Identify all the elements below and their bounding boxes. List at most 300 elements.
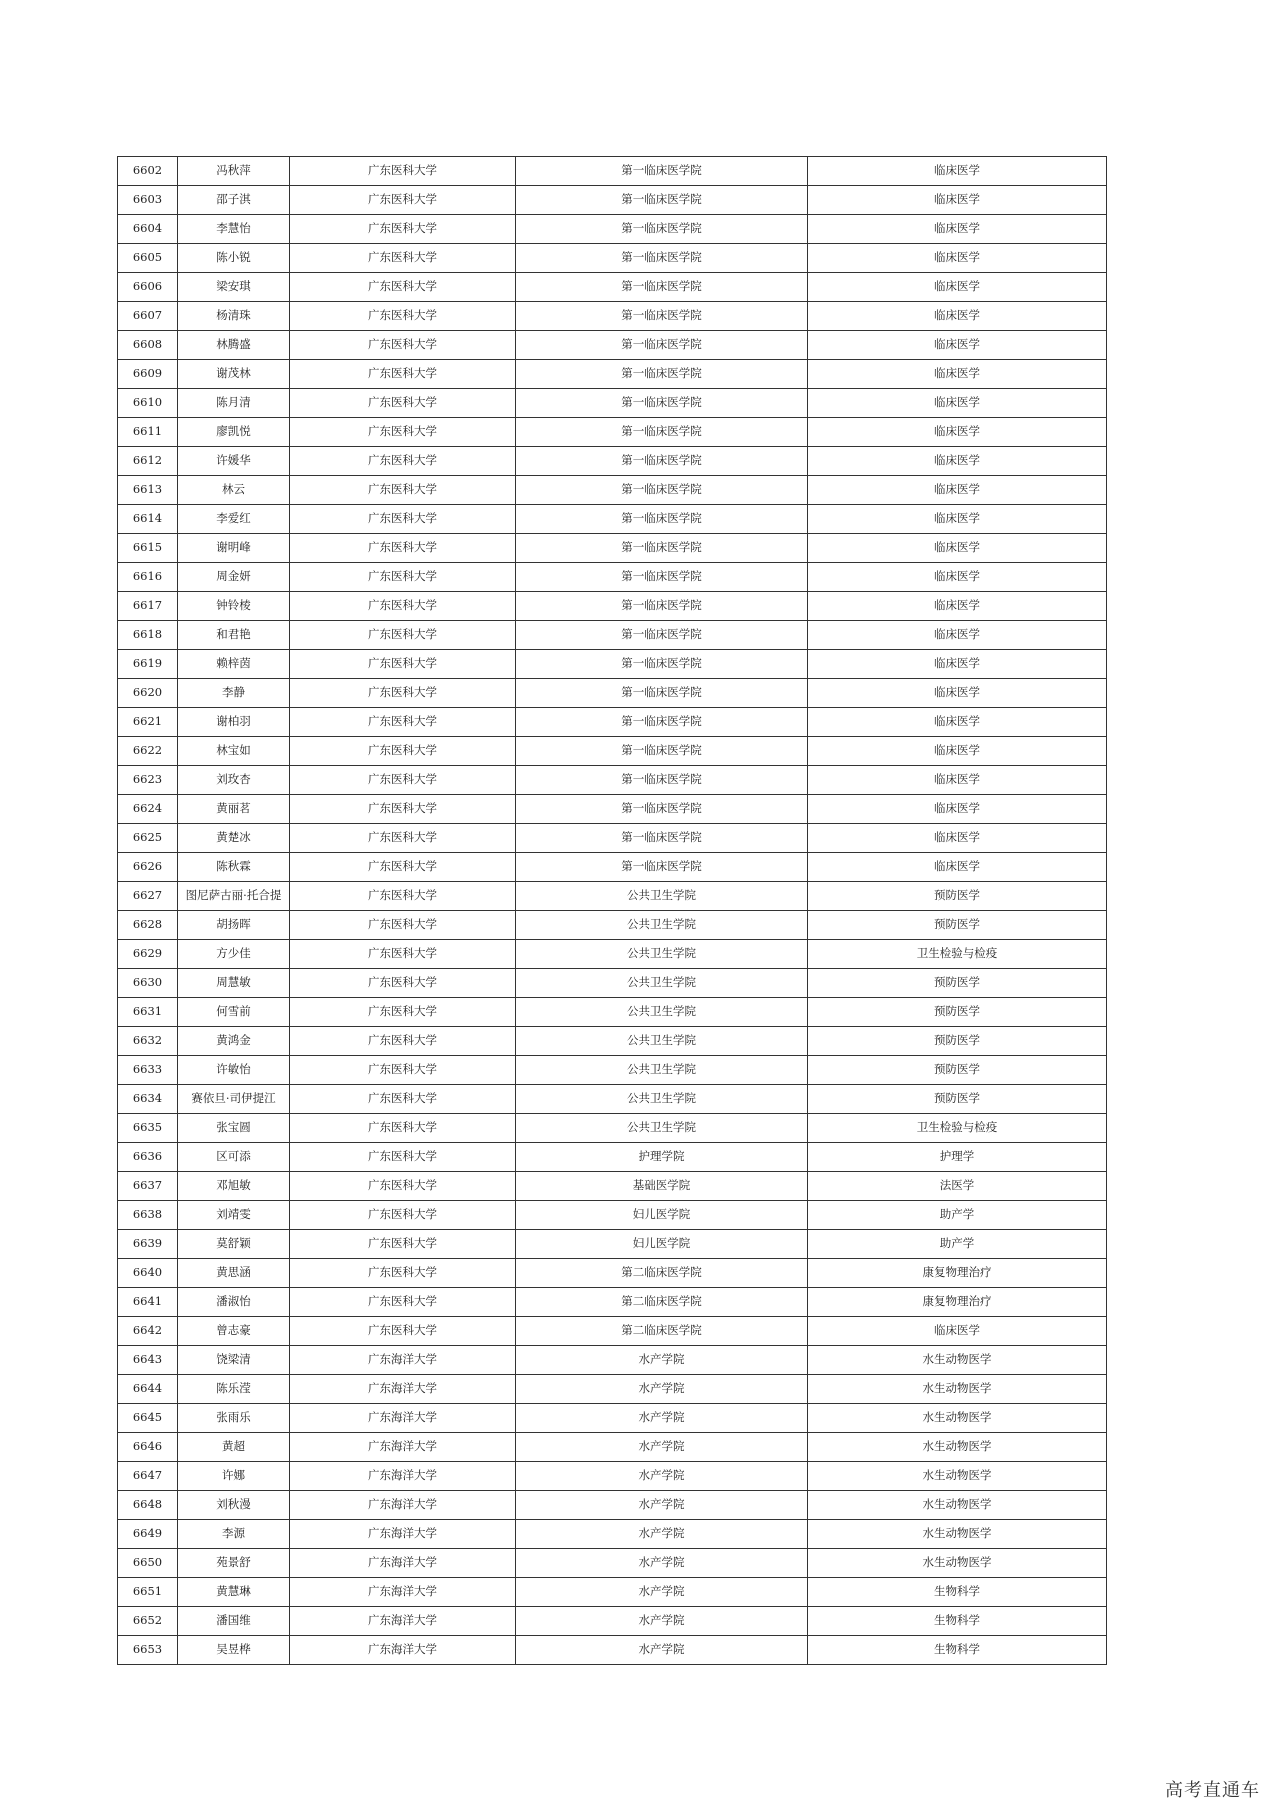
cell-major: 临床医学 — [808, 737, 1107, 766]
cell-college: 妇儿医学院 — [516, 1201, 808, 1230]
cell-university: 广东医科大学 — [290, 911, 516, 940]
table-row — [118, 447, 1107, 476]
cell-college: 第一临床医学院 — [516, 273, 808, 302]
cell-row-number: 6611 — [118, 418, 178, 447]
cell-college: 水产学院 — [516, 1491, 808, 1520]
cell-university: 广东医科大学 — [290, 215, 516, 244]
cell-student-name: 林云 — [178, 476, 290, 505]
cell-major: 临床医学 — [808, 186, 1107, 215]
cell-college: 妇儿医学院 — [516, 1230, 808, 1259]
cell-student-name: 潘国维 — [178, 1607, 290, 1636]
cell-university: 广东医科大学 — [290, 1027, 516, 1056]
cell-major: 临床医学 — [808, 418, 1107, 447]
table-row — [118, 1520, 1107, 1549]
cell-university: 广东海洋大学 — [290, 1636, 516, 1665]
cell-major: 临床医学 — [808, 360, 1107, 389]
cell-university: 广东医科大学 — [290, 505, 516, 534]
cell-major: 临床医学 — [808, 679, 1107, 708]
cell-row-number: 6619 — [118, 650, 178, 679]
cell-college: 公共卫生学院 — [516, 1114, 808, 1143]
cell-college: 公共卫生学院 — [516, 998, 808, 1027]
cell-student-name: 刘靖雯 — [178, 1201, 290, 1230]
table-row — [118, 505, 1107, 534]
cell-university: 广东医科大学 — [290, 679, 516, 708]
cell-college: 第一临床医学院 — [516, 853, 808, 882]
cell-student-name: 谢柏羽 — [178, 708, 290, 737]
cell-university: 广东医科大学 — [290, 1259, 516, 1288]
cell-student-name: 谢明峰 — [178, 534, 290, 563]
cell-student-name: 陈小锐 — [178, 244, 290, 273]
table-row — [118, 476, 1107, 505]
table-row — [118, 679, 1107, 708]
cell-university: 广东海洋大学 — [290, 1607, 516, 1636]
cell-major: 生物科学 — [808, 1607, 1107, 1636]
cell-row-number: 6625 — [118, 824, 178, 853]
cell-major: 生物科学 — [808, 1578, 1107, 1607]
cell-row-number: 6620 — [118, 679, 178, 708]
cell-student-name: 谢茂林 — [178, 360, 290, 389]
cell-student-name: 李爱红 — [178, 505, 290, 534]
table-row — [118, 1404, 1107, 1433]
cell-university: 广东海洋大学 — [290, 1578, 516, 1607]
cell-row-number: 6629 — [118, 940, 178, 969]
cell-student-name: 黄超 — [178, 1433, 290, 1462]
cell-student-name: 冯秋萍 — [178, 157, 290, 186]
cell-university: 广东医科大学 — [290, 331, 516, 360]
cell-student-name: 邵子淇 — [178, 186, 290, 215]
cell-college: 第一临床医学院 — [516, 157, 808, 186]
cell-college: 水产学院 — [516, 1607, 808, 1636]
table-body — [118, 157, 1107, 1665]
cell-major: 临床医学 — [808, 302, 1107, 331]
cell-college: 第一临床医学院 — [516, 331, 808, 360]
table-row — [118, 273, 1107, 302]
table-row — [118, 882, 1107, 911]
table-row — [118, 302, 1107, 331]
cell-row-number: 6613 — [118, 476, 178, 505]
cell-row-number: 6606 — [118, 273, 178, 302]
cell-major: 临床医学 — [808, 708, 1107, 737]
cell-college: 第一临床医学院 — [516, 621, 808, 650]
table-row — [118, 940, 1107, 969]
cell-college: 第一临床医学院 — [516, 302, 808, 331]
cell-university: 广东海洋大学 — [290, 1549, 516, 1578]
cell-row-number: 6635 — [118, 1114, 178, 1143]
cell-student-name: 林腾盛 — [178, 331, 290, 360]
cell-university: 广东医科大学 — [290, 1085, 516, 1114]
cell-university: 广东医科大学 — [290, 1201, 516, 1230]
cell-university: 广东医科大学 — [290, 1114, 516, 1143]
cell-university: 广东海洋大学 — [290, 1404, 516, 1433]
cell-major: 康复物理治疗 — [808, 1288, 1107, 1317]
cell-student-name: 黄慧琳 — [178, 1578, 290, 1607]
cell-student-name: 刘玫杏 — [178, 766, 290, 795]
cell-university: 广东医科大学 — [290, 157, 516, 186]
cell-college: 水产学院 — [516, 1549, 808, 1578]
cell-row-number: 6650 — [118, 1549, 178, 1578]
cell-major: 临床医学 — [808, 592, 1107, 621]
cell-university: 广东医科大学 — [290, 853, 516, 882]
cell-university: 广东海洋大学 — [290, 1520, 516, 1549]
cell-major: 临床医学 — [808, 157, 1107, 186]
cell-college: 第一临床医学院 — [516, 186, 808, 215]
table-row — [118, 1085, 1107, 1114]
cell-major: 康复物理治疗 — [808, 1259, 1107, 1288]
cell-college: 第一临床医学院 — [516, 244, 808, 273]
table-row — [118, 1491, 1107, 1520]
cell-major: 临床医学 — [808, 476, 1107, 505]
cell-major: 临床医学 — [808, 1317, 1107, 1346]
cell-student-name: 图尼萨古丽·托合提 — [178, 882, 290, 911]
cell-row-number: 6637 — [118, 1172, 178, 1201]
cell-student-name: 苑景舒 — [178, 1549, 290, 1578]
cell-major: 临床医学 — [808, 795, 1107, 824]
cell-university: 广东医科大学 — [290, 650, 516, 679]
cell-college: 护理学院 — [516, 1143, 808, 1172]
table-row — [118, 389, 1107, 418]
cell-student-name: 周金妍 — [178, 563, 290, 592]
cell-university: 广东医科大学 — [290, 1143, 516, 1172]
cell-university: 广东医科大学 — [290, 998, 516, 1027]
cell-major: 临床医学 — [808, 389, 1107, 418]
table-row — [118, 534, 1107, 563]
cell-row-number: 6627 — [118, 882, 178, 911]
cell-row-number: 6643 — [118, 1346, 178, 1375]
cell-university: 广东医科大学 — [290, 940, 516, 969]
cell-student-name: 李慧怡 — [178, 215, 290, 244]
cell-row-number: 6652 — [118, 1607, 178, 1636]
cell-row-number: 6645 — [118, 1404, 178, 1433]
table-row — [118, 824, 1107, 853]
cell-college: 第二临床医学院 — [516, 1317, 808, 1346]
cell-major: 水生动物医学 — [808, 1346, 1107, 1375]
cell-row-number: 6626 — [118, 853, 178, 882]
cell-college: 第一临床医学院 — [516, 737, 808, 766]
cell-row-number: 6636 — [118, 1143, 178, 1172]
table-row — [118, 1172, 1107, 1201]
table-row — [118, 1317, 1107, 1346]
cell-major: 预防医学 — [808, 1027, 1107, 1056]
cell-college: 公共卫生学院 — [516, 882, 808, 911]
cell-student-name: 曾志豪 — [178, 1317, 290, 1346]
cell-college: 第一临床医学院 — [516, 534, 808, 563]
cell-university: 广东医科大学 — [290, 1056, 516, 1085]
cell-major: 临床医学 — [808, 563, 1107, 592]
cell-college: 水产学院 — [516, 1404, 808, 1433]
cell-college: 第一临床医学院 — [516, 447, 808, 476]
cell-college: 第一临床医学院 — [516, 708, 808, 737]
cell-major: 临床医学 — [808, 244, 1107, 273]
cell-student-name: 陈秋霖 — [178, 853, 290, 882]
cell-row-number: 6616 — [118, 563, 178, 592]
cell-major: 临床医学 — [808, 534, 1107, 563]
cell-row-number: 6634 — [118, 1085, 178, 1114]
cell-university: 广东医科大学 — [290, 737, 516, 766]
cell-row-number: 6610 — [118, 389, 178, 418]
table-row — [118, 1056, 1107, 1085]
cell-university: 广东医科大学 — [290, 273, 516, 302]
table-row — [118, 1433, 1107, 1462]
cell-college: 第一临床医学院 — [516, 592, 808, 621]
cell-student-name: 邓旭敏 — [178, 1172, 290, 1201]
cell-university: 广东医科大学 — [290, 766, 516, 795]
cell-major: 预防医学 — [808, 969, 1107, 998]
cell-university: 广东海洋大学 — [290, 1491, 516, 1520]
cell-major: 助产学 — [808, 1201, 1107, 1230]
table-row — [118, 592, 1107, 621]
cell-row-number: 6640 — [118, 1259, 178, 1288]
cell-college: 第一临床医学院 — [516, 766, 808, 795]
cell-major: 临床医学 — [808, 215, 1107, 244]
cell-university: 广东医科大学 — [290, 360, 516, 389]
cell-college: 第一临床医学院 — [516, 563, 808, 592]
cell-student-name: 周慧敏 — [178, 969, 290, 998]
cell-student-name: 潘淑怡 — [178, 1288, 290, 1317]
cell-major: 预防医学 — [808, 1056, 1107, 1085]
cell-student-name: 张宝圆 — [178, 1114, 290, 1143]
cell-college: 第一临床医学院 — [516, 505, 808, 534]
cell-student-name: 李源 — [178, 1520, 290, 1549]
table-row — [118, 1259, 1107, 1288]
cell-student-name: 梁安琪 — [178, 273, 290, 302]
cell-university: 广东医科大学 — [290, 418, 516, 447]
cell-row-number: 6605 — [118, 244, 178, 273]
table-row — [118, 1607, 1107, 1636]
cell-row-number: 6614 — [118, 505, 178, 534]
table-row — [118, 157, 1107, 186]
cell-university: 广东医科大学 — [290, 882, 516, 911]
cell-college: 水产学院 — [516, 1346, 808, 1375]
table-row — [118, 1201, 1107, 1230]
cell-major: 法医学 — [808, 1172, 1107, 1201]
cell-student-name: 饶梁清 — [178, 1346, 290, 1375]
cell-university: 广东医科大学 — [290, 592, 516, 621]
cell-row-number: 6612 — [118, 447, 178, 476]
cell-row-number: 6623 — [118, 766, 178, 795]
table-row — [118, 1346, 1107, 1375]
cell-major: 预防医学 — [808, 911, 1107, 940]
cell-student-name: 许媛华 — [178, 447, 290, 476]
table-row — [118, 1578, 1107, 1607]
cell-college: 水产学院 — [516, 1462, 808, 1491]
cell-row-number: 6644 — [118, 1375, 178, 1404]
table-row — [118, 215, 1107, 244]
cell-college: 第一临床医学院 — [516, 215, 808, 244]
cell-row-number: 6603 — [118, 186, 178, 215]
cell-university: 广东医科大学 — [290, 1317, 516, 1346]
cell-row-number: 6621 — [118, 708, 178, 737]
cell-university: 广东医科大学 — [290, 1172, 516, 1201]
cell-row-number: 6633 — [118, 1056, 178, 1085]
cell-major: 水生动物医学 — [808, 1404, 1107, 1433]
table-row — [118, 1027, 1107, 1056]
cell-university: 广东海洋大学 — [290, 1375, 516, 1404]
cell-row-number: 6648 — [118, 1491, 178, 1520]
cell-row-number: 6628 — [118, 911, 178, 940]
cell-major: 预防医学 — [808, 882, 1107, 911]
cell-major: 护理学 — [808, 1143, 1107, 1172]
table-row — [118, 186, 1107, 215]
cell-row-number: 6624 — [118, 795, 178, 824]
cell-major: 水生动物医学 — [808, 1491, 1107, 1520]
cell-major: 临床医学 — [808, 273, 1107, 302]
cell-student-name: 区可添 — [178, 1143, 290, 1172]
cell-major: 生物科学 — [808, 1636, 1107, 1665]
cell-student-name: 黄楚冰 — [178, 824, 290, 853]
table-row — [118, 737, 1107, 766]
cell-row-number: 6641 — [118, 1288, 178, 1317]
cell-student-name: 许娜 — [178, 1462, 290, 1491]
cell-major: 临床医学 — [808, 331, 1107, 360]
cell-college: 第一临床医学院 — [516, 389, 808, 418]
cell-major: 卫生检验与检疫 — [808, 1114, 1107, 1143]
table-row — [118, 244, 1107, 273]
cell-college: 第一临床医学院 — [516, 360, 808, 389]
award-list-table — [117, 156, 1107, 1665]
table-row — [118, 331, 1107, 360]
cell-university: 广东医科大学 — [290, 186, 516, 215]
cell-row-number: 6604 — [118, 215, 178, 244]
cell-row-number: 6617 — [118, 592, 178, 621]
cell-major: 临床医学 — [808, 650, 1107, 679]
cell-student-name: 张雨乐 — [178, 1404, 290, 1433]
cell-college: 第一临床医学院 — [516, 418, 808, 447]
cell-student-name: 赛依旦·司伊提江 — [178, 1085, 290, 1114]
cell-university: 广东医科大学 — [290, 447, 516, 476]
cell-college: 公共卫生学院 — [516, 1056, 808, 1085]
cell-university: 广东医科大学 — [290, 708, 516, 737]
cell-student-name: 杨清珠 — [178, 302, 290, 331]
cell-student-name: 黄鸿金 — [178, 1027, 290, 1056]
cell-student-name: 陈乐滢 — [178, 1375, 290, 1404]
cell-major: 水生动物医学 — [808, 1375, 1107, 1404]
cell-college: 水产学院 — [516, 1433, 808, 1462]
cell-college: 基础医学院 — [516, 1172, 808, 1201]
cell-university: 广东医科大学 — [290, 389, 516, 418]
table-row — [118, 1636, 1107, 1665]
cell-major: 临床医学 — [808, 766, 1107, 795]
cell-row-number: 6639 — [118, 1230, 178, 1259]
cell-student-name: 赖梓茵 — [178, 650, 290, 679]
cell-row-number: 6638 — [118, 1201, 178, 1230]
cell-student-name: 吴昱桦 — [178, 1636, 290, 1665]
cell-major: 水生动物医学 — [808, 1462, 1107, 1491]
cell-university: 广东医科大学 — [290, 824, 516, 853]
table-row — [118, 1114, 1107, 1143]
table-row — [118, 911, 1107, 940]
cell-college: 公共卫生学院 — [516, 1085, 808, 1114]
table-row — [118, 1549, 1107, 1578]
cell-student-name: 陈月清 — [178, 389, 290, 418]
table-row — [118, 969, 1107, 998]
cell-college: 第一临床医学院 — [516, 679, 808, 708]
cell-college: 公共卫生学院 — [516, 1027, 808, 1056]
cell-college: 第一临床医学院 — [516, 795, 808, 824]
table-row — [118, 418, 1107, 447]
table-row — [118, 795, 1107, 824]
cell-row-number: 6609 — [118, 360, 178, 389]
cell-student-name: 廖凯悦 — [178, 418, 290, 447]
cell-row-number: 6631 — [118, 998, 178, 1027]
cell-college: 第二临床医学院 — [516, 1288, 808, 1317]
cell-student-name: 方少佳 — [178, 940, 290, 969]
cell-student-name: 林宝如 — [178, 737, 290, 766]
cell-university: 广东海洋大学 — [290, 1433, 516, 1462]
cell-university: 广东医科大学 — [290, 244, 516, 273]
table-row — [118, 563, 1107, 592]
cell-row-number: 6646 — [118, 1433, 178, 1462]
cell-university: 广东医科大学 — [290, 563, 516, 592]
cell-student-name: 李静 — [178, 679, 290, 708]
cell-university: 广东医科大学 — [290, 476, 516, 505]
cell-row-number: 6608 — [118, 331, 178, 360]
cell-student-name: 许敏怡 — [178, 1056, 290, 1085]
cell-row-number: 6607 — [118, 302, 178, 331]
cell-student-name: 莫舒颖 — [178, 1230, 290, 1259]
cell-major: 卫生检验与检疫 — [808, 940, 1107, 969]
cell-student-name: 黄丽茗 — [178, 795, 290, 824]
cell-row-number: 6632 — [118, 1027, 178, 1056]
cell-university: 广东医科大学 — [290, 621, 516, 650]
table-row — [118, 650, 1107, 679]
cell-row-number: 6618 — [118, 621, 178, 650]
cell-row-number: 6602 — [118, 157, 178, 186]
cell-college: 公共卫生学院 — [516, 940, 808, 969]
cell-college: 第二临床医学院 — [516, 1259, 808, 1288]
table-row — [118, 998, 1107, 1027]
cell-major: 助产学 — [808, 1230, 1107, 1259]
cell-major: 临床医学 — [808, 824, 1107, 853]
cell-row-number: 6630 — [118, 969, 178, 998]
cell-university: 广东医科大学 — [290, 1288, 516, 1317]
table-row — [118, 766, 1107, 795]
cell-college: 第一临床医学院 — [516, 650, 808, 679]
cell-row-number: 6647 — [118, 1462, 178, 1491]
cell-university: 广东医科大学 — [290, 969, 516, 998]
cell-university: 广东医科大学 — [290, 1230, 516, 1259]
cell-student-name: 钟铃棱 — [178, 592, 290, 621]
table-row — [118, 1288, 1107, 1317]
cell-row-number: 6649 — [118, 1520, 178, 1549]
table-row — [118, 1375, 1107, 1404]
cell-row-number: 6653 — [118, 1636, 178, 1665]
table-row — [118, 1230, 1107, 1259]
cell-row-number: 6622 — [118, 737, 178, 766]
table-row — [118, 853, 1107, 882]
table-row — [118, 621, 1107, 650]
cell-college: 水产学院 — [516, 1520, 808, 1549]
cell-student-name: 黄思涵 — [178, 1259, 290, 1288]
cell-major: 预防医学 — [808, 1085, 1107, 1114]
table-row — [118, 1462, 1107, 1491]
cell-major: 预防医学 — [808, 998, 1107, 1027]
cell-student-name: 和君艳 — [178, 621, 290, 650]
cell-major: 水生动物医学 — [808, 1433, 1107, 1462]
cell-row-number: 6642 — [118, 1317, 178, 1346]
cell-college: 水产学院 — [516, 1375, 808, 1404]
cell-row-number: 6615 — [118, 534, 178, 563]
cell-university: 广东海洋大学 — [290, 1346, 516, 1375]
table-row — [118, 708, 1107, 737]
cell-row-number: 6651 — [118, 1578, 178, 1607]
cell-college: 水产学院 — [516, 1636, 808, 1665]
cell-student-name: 刘秋漫 — [178, 1491, 290, 1520]
cell-college: 公共卫生学院 — [516, 969, 808, 998]
cell-college: 第一临床医学院 — [516, 476, 808, 505]
cell-major: 临床医学 — [808, 447, 1107, 476]
cell-major: 水生动物医学 — [808, 1520, 1107, 1549]
cell-college: 水产学院 — [516, 1578, 808, 1607]
